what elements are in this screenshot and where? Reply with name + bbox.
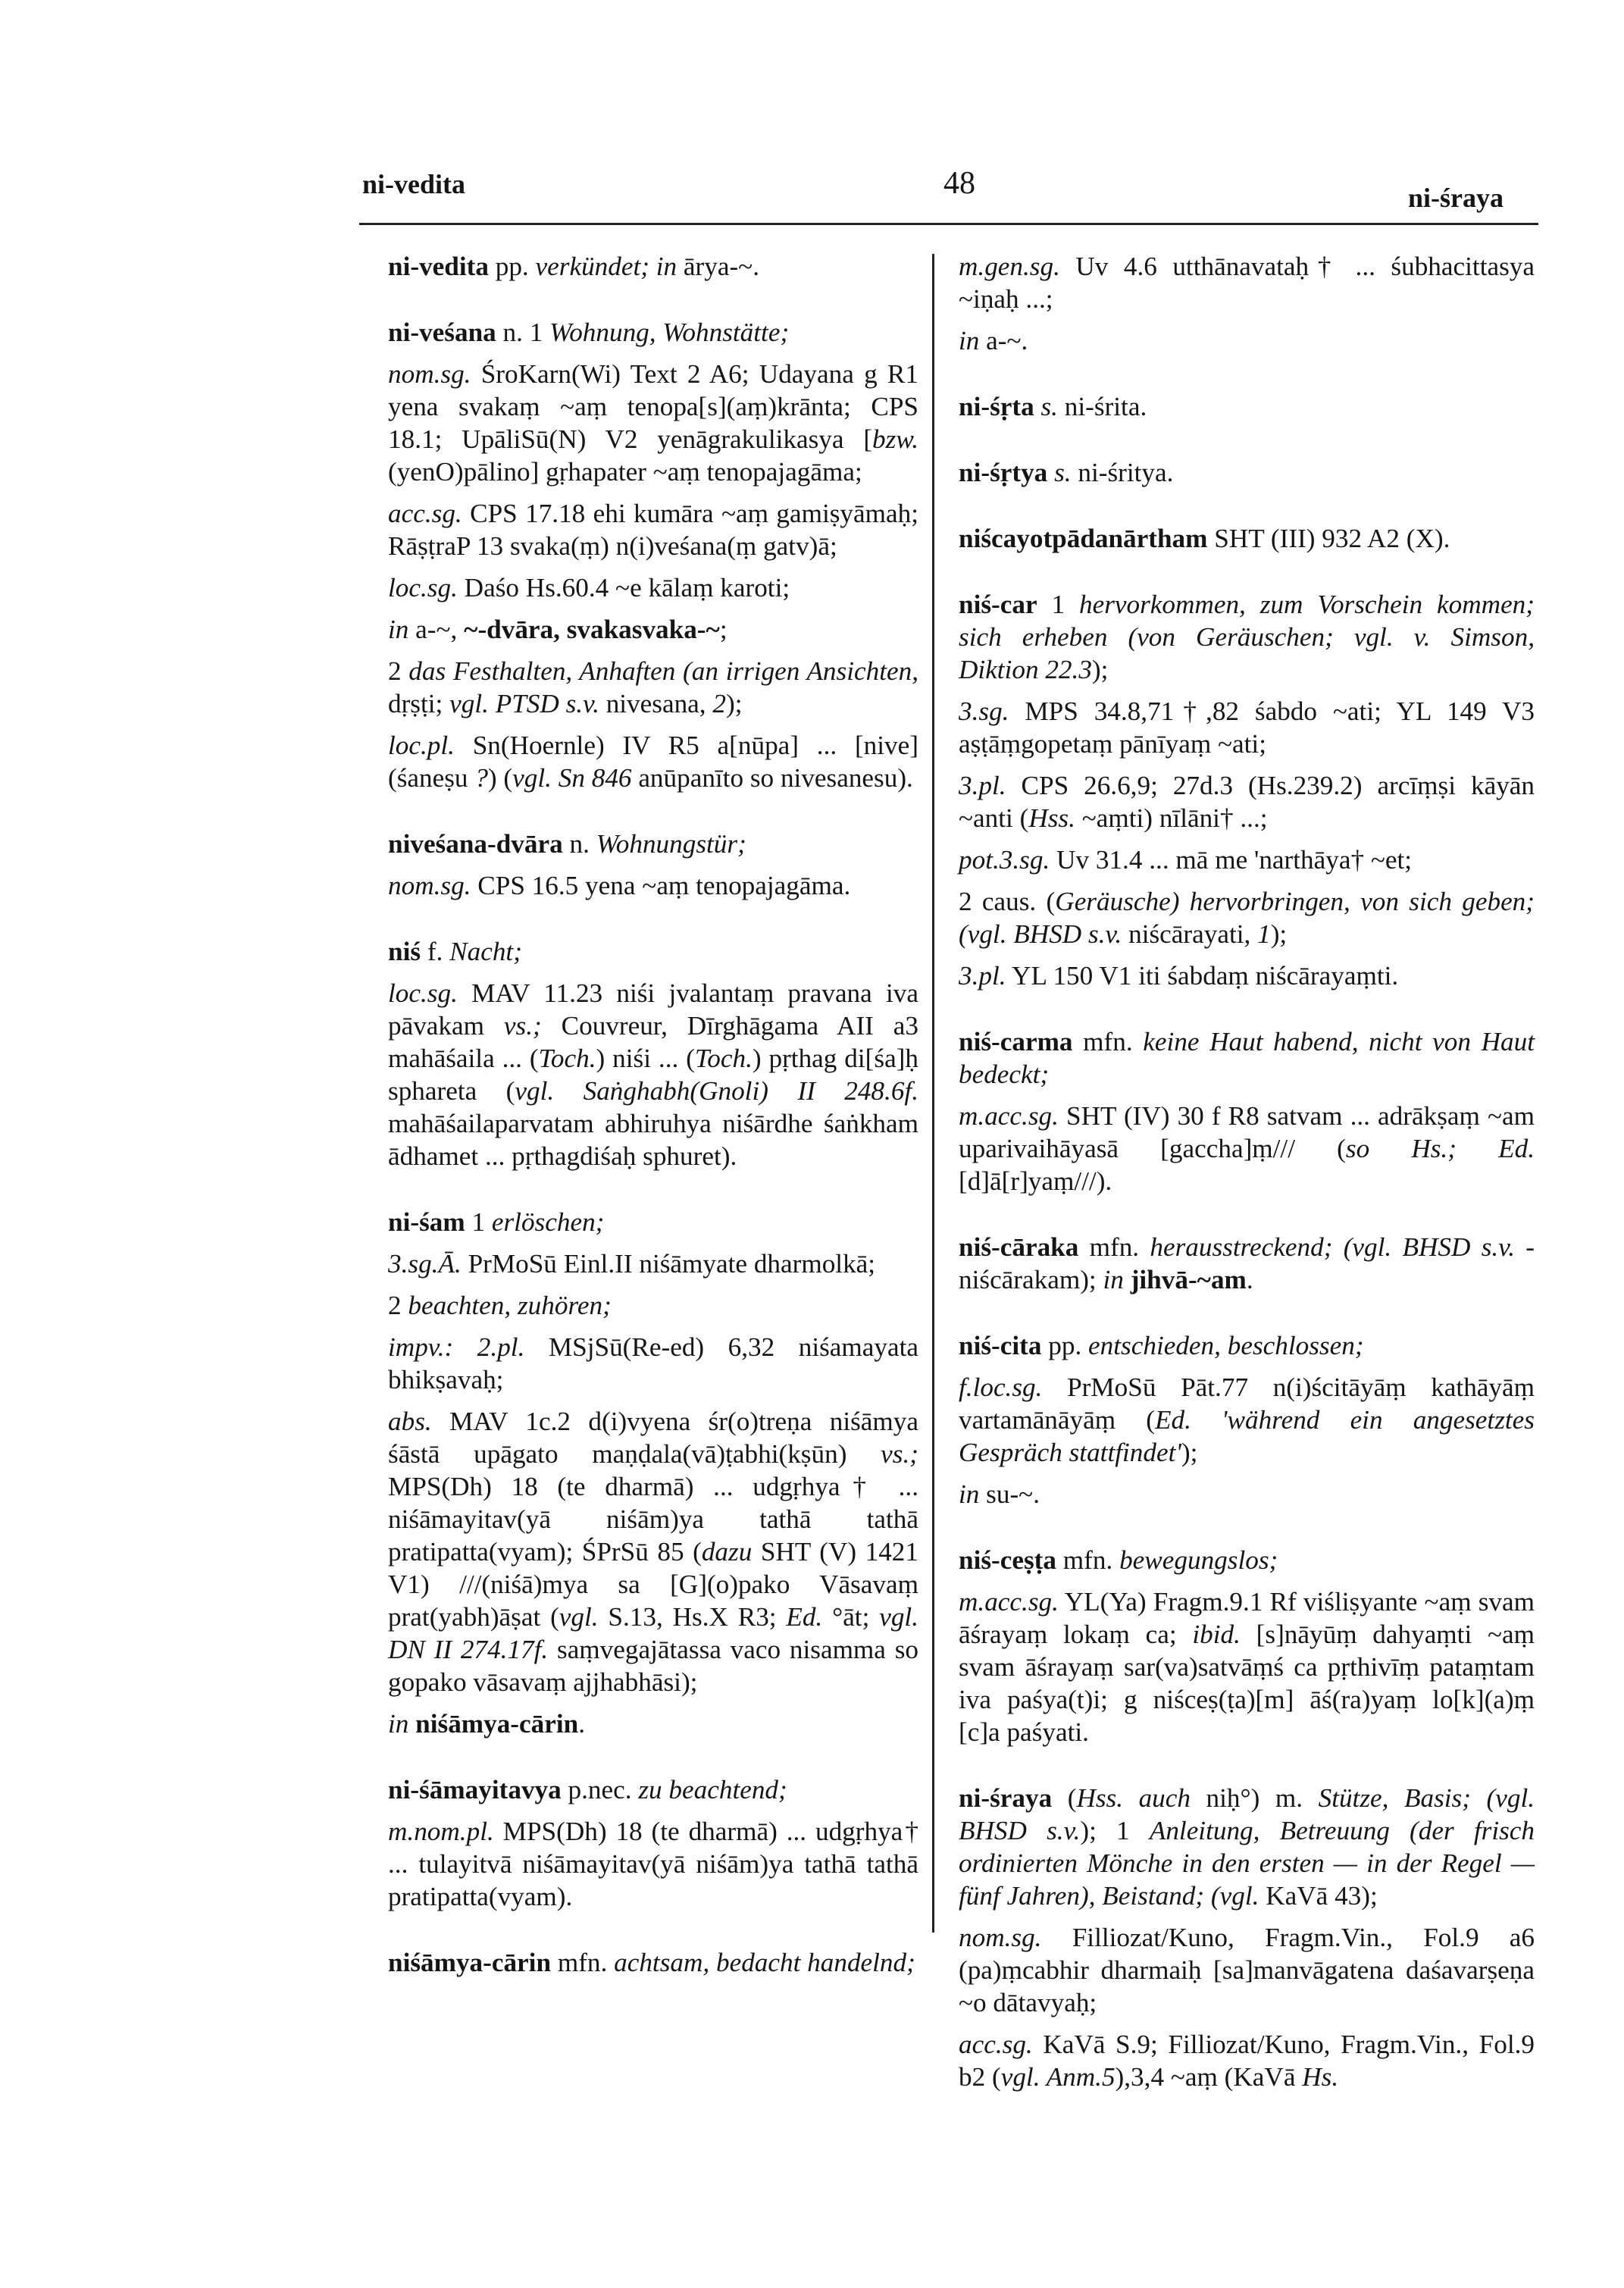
lemma-text: ni-śraya <box>959 1783 1053 1813</box>
body-text: SHT (III) 932 A2 (X). <box>1207 524 1450 553</box>
body-text: [s]nāyūṃ dahyaṃti ~aṃ svam āśrayaṃ sar(va)satvāṃś ca pṛthivīṃ pataṃtam iva paśya(t)i; g niśceṣ(ṭa)[m] āś(ra)yaṃ lo[k](a)ṃ [c]a paśyati. <box>959 1620 1535 1747</box>
lemma-text: niveśana-dvāra <box>388 829 563 859</box>
lemma-text: ni-śṛtya <box>959 458 1048 487</box>
entry-paragraph <box>388 1815 918 1913</box>
body-text: ŚroKarn(Wi) Text 2 A6; Udayana g R1 yena svakaṃ ~aṃ tenopa[s](aṃ)krānta; CPS 18.1; UpāliSū(N) V2 yenāgrakulikasya [ <box>388 359 918 454</box>
body-text: nivesana, <box>599 689 713 718</box>
left-column <box>388 250 918 2012</box>
lemma-text: ni-veśana <box>388 318 496 347</box>
entry-paragraph <box>388 1289 918 1322</box>
italic-text: nom.sg. <box>388 871 471 900</box>
italic-text: nom.sg. <box>959 1923 1042 1952</box>
italic-text: Wohnung, Wohnstätte; <box>549 318 790 347</box>
entry-headline <box>959 250 1535 315</box>
entry-headline <box>388 250 918 283</box>
body-text: a-~, <box>415 615 465 644</box>
body-text: MAV 1c.2 d(i)vyena śr(o)treṇa niśāmya śāstā upāgato maṇḍala(vā)ṭabhi(kṣūn) <box>388 1407 918 1469</box>
body-text: KaVā 43); <box>1259 1881 1378 1911</box>
italic-text: Geräusche) hervorbringen, von sich geben; (vgl. BHSD s.v. <box>959 887 1535 949</box>
dictionary-entry-cont <box>959 250 1535 357</box>
lemma-text: niśāmya-cārin <box>388 1948 552 1977</box>
lemma-text: ni-śṛta <box>959 392 1034 421</box>
entry-paragraph <box>959 695 1535 760</box>
italic-text: m.gen.sg. <box>959 252 1060 281</box>
body-text: mfn. <box>1072 1027 1144 1056</box>
body-text: ),3,4 ~aṃ (KaVā <box>1115 2062 1303 2092</box>
lemma-text: niśāmya-cārin <box>415 1709 579 1739</box>
header-rule <box>359 223 1538 225</box>
italic-text: s. <box>1040 392 1058 421</box>
dictionary-entry-niscayotpadana <box>959 522 1535 555</box>
page-number: 48 <box>943 166 975 201</box>
italic-text: vs.; <box>881 1439 918 1469</box>
italic-text: das Festhalten, Anhaften (an irrigen Ansichten, <box>408 656 918 686</box>
body-text: p.nec. <box>561 1775 639 1804</box>
running-head-right: ni-śraya <box>1408 183 1504 213</box>
entry-headline <box>959 588 1535 686</box>
italic-text: zu beachtend; <box>638 1775 787 1804</box>
body-text: niścārayati, <box>1122 919 1258 949</box>
body-text: . <box>1246 1265 1253 1294</box>
entry-paragraph <box>388 613 918 646</box>
italic-text: verkündet; in <box>535 252 684 281</box>
lemma-text: ~-dvāra, svakasvaka-~ <box>464 615 720 644</box>
body-text: S.13, Hs.X R3; <box>598 1602 787 1632</box>
body-text: n. 1 <box>496 318 550 347</box>
body-text: Daśo Hs.60.4 ~e kālaṃ karoti; <box>457 573 790 603</box>
italic-text: 3.sg.Ā. <box>388 1249 462 1279</box>
body-text: °āt; <box>822 1602 880 1632</box>
body-text: ārya-~. <box>683 252 760 281</box>
lemma-text: ni-vedita <box>388 252 489 281</box>
italic-text: 3.pl. <box>959 961 1006 991</box>
entry-headline <box>388 1773 918 1806</box>
body-text <box>1047 458 1054 487</box>
italic-text: erlöschen; <box>491 1207 605 1237</box>
body-text: [d]ā[r]yaṃ///). <box>959 1166 1112 1196</box>
body-text: Uv 4.6 utthānavataḥ† ... śubhacittasya ~iṇaḥ ...; <box>959 252 1535 314</box>
body-text: ) niśi ... ( <box>596 1044 695 1073</box>
entry-paragraph <box>388 1707 918 1740</box>
dictionary-entry-nivesana <box>388 316 918 794</box>
italic-text: Hss. auch <box>1076 1783 1191 1813</box>
italic-text: loc.pl. <box>388 731 455 760</box>
column-divider <box>932 254 934 1933</box>
italic-text: Stütze, Basis; (vgl. BHSD s.v. <box>959 1783 1535 1845</box>
entry-headline <box>959 1025 1535 1091</box>
body-text: 1 <box>1037 590 1079 619</box>
italic-text: in <box>388 615 416 644</box>
dictionary-entry-nivesanadvara <box>388 828 918 902</box>
entry-paragraph <box>959 324 1535 357</box>
body-text: Uv 31.4 ... mā me 'narthāya† ~et; <box>1050 845 1413 875</box>
entry-paragraph <box>959 1921 1535 2019</box>
body-text: 2 <box>388 1291 408 1320</box>
running-head-left: ni-vedita <box>362 169 466 199</box>
body-text: su-~. <box>986 1479 1040 1509</box>
italic-text: nom.sg. <box>388 359 471 389</box>
entry-headline <box>959 1782 1535 1912</box>
dictionary-entry-nisrta <box>959 390 1535 423</box>
entry-paragraph <box>388 497 918 562</box>
entry-headline <box>959 1329 1535 1362</box>
italic-text: so Hs.; Ed. <box>1345 1134 1535 1163</box>
italic-text: 1 <box>1257 919 1271 949</box>
italic-text: bzw. <box>872 424 918 454</box>
body-text: saṃvegajātassa vaco nisamma so gopako vāsavaṃ ajjhabhāsi); <box>388 1635 918 1697</box>
entry-paragraph <box>959 959 1535 992</box>
body-text: pp. <box>488 252 536 281</box>
italic-text: m.nom.pl. <box>388 1817 494 1846</box>
body-text: ); <box>1091 655 1109 684</box>
entry-paragraph <box>959 885 1535 950</box>
italic-text: entschieden, beschlossen; <box>1088 1331 1364 1360</box>
entry-paragraph <box>388 655 918 720</box>
italic-text: vgl. DN II 274.17f. <box>388 1602 918 1664</box>
italic-text: in <box>959 1479 987 1509</box>
italic-text: herausstreckend; (vgl. BHSD s.v. <box>1150 1232 1515 1262</box>
entry-paragraph <box>388 869 918 902</box>
body-text: a-~. <box>986 326 1028 355</box>
body-text: ~aṃti) nīlāni† ...; <box>1075 803 1268 833</box>
dictionary-entry-niscaraka <box>959 1231 1535 1296</box>
body-text: 2 <box>388 656 409 686</box>
entry-paragraph <box>959 1585 1535 1748</box>
body-text: dṛṣṭi; <box>388 689 450 718</box>
body-text: n. <box>562 829 596 859</box>
dictionary-entry-niscita <box>959 1329 1535 1510</box>
body-text: PrMoSū Pāt.77 n(i)ścitāyāṃ kathāyāṃ vartamānāyāṃ ( <box>959 1372 1535 1435</box>
dictionary-entry-nisraya <box>959 1782 1535 2093</box>
entry-paragraph <box>388 358 918 488</box>
body-text: YL(Ya) Fragm.9.1 Rf viśliṣyante ~aṃ svam āśrayaṃ lokaṃ ca; <box>959 1587 1535 1649</box>
italic-text: Ed. <box>786 1602 823 1632</box>
italic-text: acc.sg. <box>388 499 462 528</box>
italic-text: vs.; <box>503 1011 542 1041</box>
body-text: ni-śrita. <box>1057 392 1147 421</box>
dictionary-entry-nisamayitavya <box>388 1773 918 1913</box>
italic-text: 2 <box>712 689 726 718</box>
dictionary-entry-niscarma <box>959 1025 1535 1197</box>
body-text: CPS 26.6,9; 27d.3 (Hs.239.2) arcīṃṣi kāyān ~anti ( <box>959 771 1535 833</box>
body-text: mahāśailaparvatam abhiruhya niśārdhe śaṅkham ādhamet ... pṛthagdiśaḥ sphuret). <box>388 1109 918 1171</box>
lemma-text: niś-carma <box>959 1027 1073 1056</box>
italic-text: in <box>959 326 987 355</box>
body-text: ); <box>1270 919 1288 949</box>
body-text: KaVā S.9; Filliozat/Kuno, Fragm.Vin., Fol.9 b2 ( <box>959 2030 1535 2092</box>
body-text: CPS 16.5 yena ~aṃ tenopajagāma. <box>471 871 851 900</box>
lemma-text: niś-cāraka <box>959 1232 1079 1262</box>
lemma-text: niś-cita <box>959 1331 1042 1360</box>
italic-text: keine Haut habend, nicht von Haut bedeckt; <box>959 1027 1535 1089</box>
italic-text: loc.sg. <box>388 573 458 603</box>
italic-text: vgl. Anm.5 <box>1000 2062 1116 2092</box>
italic-text: 3.pl. <box>959 771 1006 800</box>
italic-text: 3.sg. <box>959 696 1009 726</box>
lemma-text: ni-śāmayitavya <box>388 1775 562 1804</box>
italic-text: vgl. <box>559 1602 599 1632</box>
body-text: Couvreur, Dīrghāgama AII a3 mahāśaila ... ( <box>388 1011 918 1073</box>
italic-text: f.loc.sg. <box>959 1372 1043 1402</box>
entry-paragraph <box>388 571 918 604</box>
body-text: MPS(Dh) 18 (te dharmā) ... udgṛhya† ... tulayitvā niśāmayitav(yā niśām)ya tathā tathā pratipatta(vyam). <box>388 1817 918 1911</box>
body-text: niḥ°) m. <box>1191 1783 1319 1813</box>
lemma-text: niś-car <box>959 590 1037 619</box>
right-column <box>959 250 1535 2127</box>
body-text: pp. <box>1041 1331 1089 1360</box>
body-text: 2 caus. ( <box>959 887 1056 916</box>
italic-text: m.acc.sg. <box>959 1101 1059 1131</box>
dictionary-entry-niscar <box>959 588 1535 992</box>
italic-text: impv.: 2.pl. <box>388 1332 525 1362</box>
entry-paragraph <box>959 1478 1535 1510</box>
entry-paragraph <box>959 769 1535 834</box>
body-text: -niścārakam); <box>959 1232 1535 1294</box>
body-text: ni-śritya. <box>1071 458 1174 487</box>
entry-paragraph <box>388 977 918 1172</box>
body-text: Sn(Hoernle) IV R5 a[nūpa] ... [nive](śaneṣu <box>388 731 918 793</box>
entry-headline <box>959 1544 1535 1576</box>
body-text: SHT (IV) 30 f R8 satvam ... adrākṣaṃ ~am uparivaihāyasā [gaccha]ṃ/// ( <box>959 1101 1535 1163</box>
body-text: ) ( <box>487 763 513 793</box>
body-text: anūpanīto so nivesanesu). <box>631 763 913 793</box>
body-text: ); <box>725 689 743 718</box>
body-text: CPS 17.18 ehi kumāra ~aṃ gamiṣyāmaḥ; RāṣṭraP 13 svaka(ṃ) n(i)veśana(ṃ gatv)ā; <box>388 499 918 561</box>
entry-paragraph <box>959 2028 1535 2093</box>
italic-text: vgl. Sn 846 <box>512 763 632 793</box>
dictionary-entry-nis <box>388 935 918 1172</box>
entry-paragraph <box>959 1371 1535 1469</box>
lemma-text: jihvā-~am <box>1130 1265 1247 1294</box>
body-text: 1 <box>465 1207 492 1237</box>
italic-text: in <box>388 1709 416 1739</box>
body-text: mfn. <box>551 1948 615 1977</box>
italic-text: Anleitung, Betreuung (der frisch ordinierten Mönche in den ersten — in der Regel — fünf Jahren), Beistand; (vgl. <box>959 1816 1535 1911</box>
body-text: SHT (V) 1421 V1) ///(niśā)mya sa [G](o)pako Vāsavaṃ prat(yabh)āṣat ( <box>388 1537 918 1632</box>
lemma-text: ni-śam <box>388 1207 465 1237</box>
dictionary-entry-nisceṣṭa <box>959 1544 1535 1748</box>
dictionary-entry-nisrtya <box>959 456 1535 489</box>
body-text: MAV 11.23 niśi jvalantaṃ pravana iva pāvakam <box>388 978 918 1041</box>
entry-headline <box>959 456 1535 489</box>
entry-paragraph <box>388 729 918 794</box>
body-text: . <box>578 1709 585 1739</box>
body-text: ); 1 <box>1080 1816 1150 1845</box>
italic-text: beachten, zuhören; <box>408 1291 612 1320</box>
entry-headline <box>388 828 918 860</box>
body-text: MSjSū(Re-ed) 6,32 niśamayata bhikṣavaḥ; <box>388 1332 919 1394</box>
dictionary-entry-nisam <box>388 1206 918 1740</box>
body-text: mfn. <box>1078 1232 1150 1262</box>
italic-text: Wohnungstür; <box>596 829 746 859</box>
italic-text: Hss. <box>1028 803 1075 833</box>
italic-text: Hs. <box>1302 2062 1339 2092</box>
italic-text: ? <box>474 763 488 793</box>
italic-text: abs. <box>388 1407 432 1436</box>
italic-text: s. <box>1054 458 1072 487</box>
body-text: ( <box>1052 1783 1077 1813</box>
italic-text: m.acc.sg. <box>959 1587 1059 1617</box>
italic-text: vgl. Saṅghabh(Gnoli) II 248.6f. <box>515 1076 918 1106</box>
italic-text: Toch. <box>694 1044 753 1073</box>
entry-headline <box>959 390 1535 423</box>
italic-text: vgl. PTSD s.v. <box>449 689 599 718</box>
italic-text: loc.sg. <box>388 978 458 1008</box>
body-text: PrMoSū Einl.II niśāmyate dharmolkā; <box>461 1249 876 1279</box>
body-text: mfn. <box>1056 1545 1120 1575</box>
body-text: ) pṛthag di[śa]ḥ sphareta ( <box>388 1044 918 1106</box>
body-text: MPS(Dh) 18 (te dharmā) ... udgṛhya† ... niśāmayitav(yā niśām)ya tathā tathā pratipatta(vyam); ŚPrSū 85 ( <box>388 1472 918 1567</box>
lemma-text: niścayotpādanārtham <box>959 524 1208 553</box>
body-text: (yenO)pālino] gṛhapater ~aṃ tenopajagāma; <box>388 457 862 487</box>
entry-headline <box>388 1946 918 1979</box>
italic-text: ibid. <box>1192 1620 1241 1649</box>
italic-text: dazu <box>701 1537 753 1567</box>
italic-text: Toch. <box>538 1044 596 1073</box>
body-text: MPS 34.8,71†,82 śabdo ~ati; YL 149 V3 aṣṭāṃgopetaṃ pānīyaṃ ~ati; <box>959 696 1535 759</box>
entry-headline <box>388 935 918 968</box>
entry-paragraph <box>388 1247 918 1280</box>
entry-paragraph <box>388 1405 918 1698</box>
italic-text: hervorkommen, zum Vorschein kommen; sich erheben (von Geräuschen; vgl. v. Simson, Diktion 22.3 <box>959 590 1535 684</box>
lemma-text: niś-ceṣṭa <box>959 1545 1056 1575</box>
dictionary-entry-nisamyacarin <box>388 1946 918 1979</box>
body-text: f. <box>421 937 450 966</box>
entry-headline <box>959 522 1535 555</box>
body-text: YL 150 V1 iti śabdaṃ niścārayaṃti. <box>1006 961 1399 991</box>
lemma-text: niś <box>388 937 421 966</box>
italic-text: bewegungslos; <box>1119 1545 1278 1575</box>
italic-text: achtsam, bedacht handelnd; <box>614 1948 915 1977</box>
entry-paragraph <box>959 1100 1535 1197</box>
body-text: ); <box>1181 1438 1198 1467</box>
body-text: ; <box>719 615 728 644</box>
entry-paragraph <box>959 844 1535 876</box>
entry-headline <box>388 316 918 349</box>
italic-text: acc.sg. <box>959 2030 1033 2059</box>
italic-text: Nacht; <box>449 937 522 966</box>
entry-headline <box>388 1206 918 1238</box>
italic-text: in <box>1103 1265 1131 1294</box>
italic-text: pot.3.sg. <box>959 845 1050 875</box>
body-text: Filliozat/Kuno, Fragm.Vin., Fol.9 a6 (pa)ṃcabhir dharmaiḥ [sa]manvāgatena daśavarṣeṇa ~o dātavyaḥ; <box>959 1923 1535 2017</box>
dictionary-entry-nivedita <box>388 250 918 283</box>
italic-text: Ed. 'während ein angesetztes Gespräch stattfindet' <box>959 1405 1535 1467</box>
entry-paragraph <box>388 1331 918 1396</box>
entry-headline <box>959 1231 1535 1296</box>
